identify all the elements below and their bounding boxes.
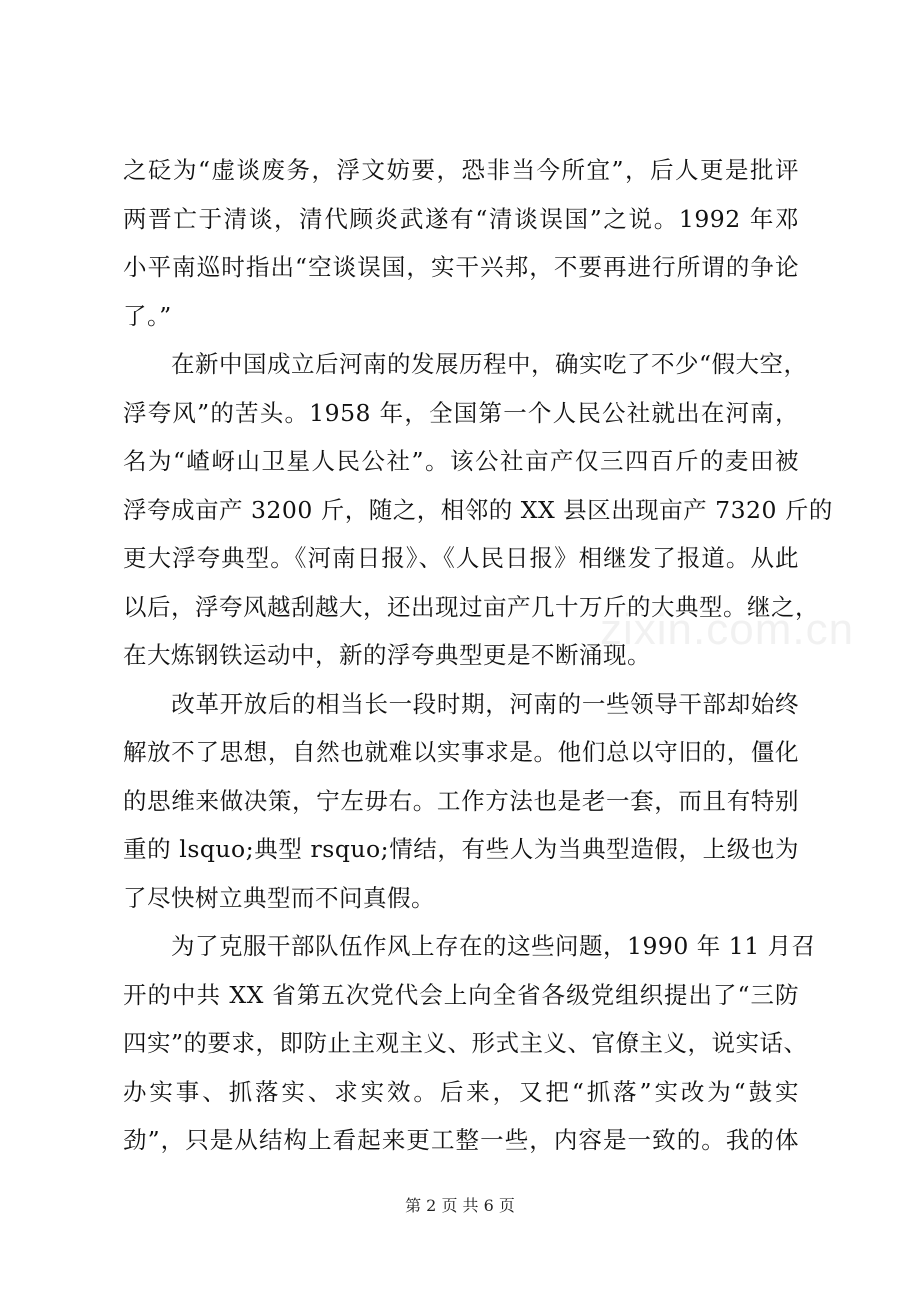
watermark: zixin.com.cn — [600, 605, 855, 654]
text-line: 了尽快树立典型而不问真假。 — [123, 883, 435, 912]
text-line: 开的中共 XX 省第五次党代会上向全省各级党组织提出了“三防 — [123, 980, 799, 1009]
text-line: 名为“嵖岈山卫星人民公社”。该公社亩产仅三四百斤的麦田被 — [123, 447, 799, 475]
text-line: 以后，浮夸风越刮越大，还出现过亩产几十万斤的大典型。继之， — [123, 592, 819, 621]
text-line: 四实”的要求，即防止主观主义、形式主义、官僚主义，说实话、 — [123, 1029, 808, 1057]
text-line: 重的 lsquo;典型 rsquo;情结，有些人为当典型造假，上级也为 — [123, 835, 799, 863]
document-body — [123, 146, 833, 1165]
text-line: 改革开放后的相当长一段时期，河南的一些领导干部却始终 — [123, 689, 799, 718]
text-line: 两晋亡于清谈，清代顾炎武遂有“清谈误国”之说。1992 年邓 — [123, 204, 799, 233]
page-footer: 第 2 页 共 6 页 — [405, 1196, 515, 1215]
text-line: 在新中国成立后河南的发展历程中，确实吃了不少“假大空， — [123, 350, 808, 378]
text-line: 更大浮夸典型。《河南日报》、《人民日报》相继发了报道。从此 — [123, 544, 799, 572]
text-line: 为了克服干部队伍作风上存在的这些问题，1990 年 11 月召 — [123, 932, 816, 960]
text-line: 在大炼钢铁运动中，新的浮夸典型更是不断涌现。 — [123, 641, 651, 669]
text-line: 解放不了思想，自然也就难以实事求是。他们总以守旧的，僵化 — [123, 738, 799, 766]
text-line: 之砭为“虚谈废务，浮文妨要，恐非当今所宜”，后人更是批评 — [123, 156, 799, 184]
text-line: 办实事、抓落实、求实效。后来，又把“抓落”实改为“鼓实 — [123, 1077, 799, 1106]
text-line: 小平南巡时指出“空谈误国，实干兴邦，不要再进行所谓的争论 — [123, 253, 799, 281]
text-line: 的思维来做决策，宁左毋右。工作方法也是老一套，而且有特别 — [123, 786, 799, 815]
text-line: 劲”，只是从结构上看起来更工整一些，内容是一致的。我的体 — [123, 1126, 799, 1154]
text-line: 了。” — [123, 301, 172, 330]
text-line: 浮夸成亩产 3200 斤，随之，相邻的 XX 县区出现亩产 7320 斤的 — [123, 495, 833, 524]
text-line: 浮夸风”的苦头。1958 年，全国第一个人民公社就出在河南， — [123, 398, 799, 427]
